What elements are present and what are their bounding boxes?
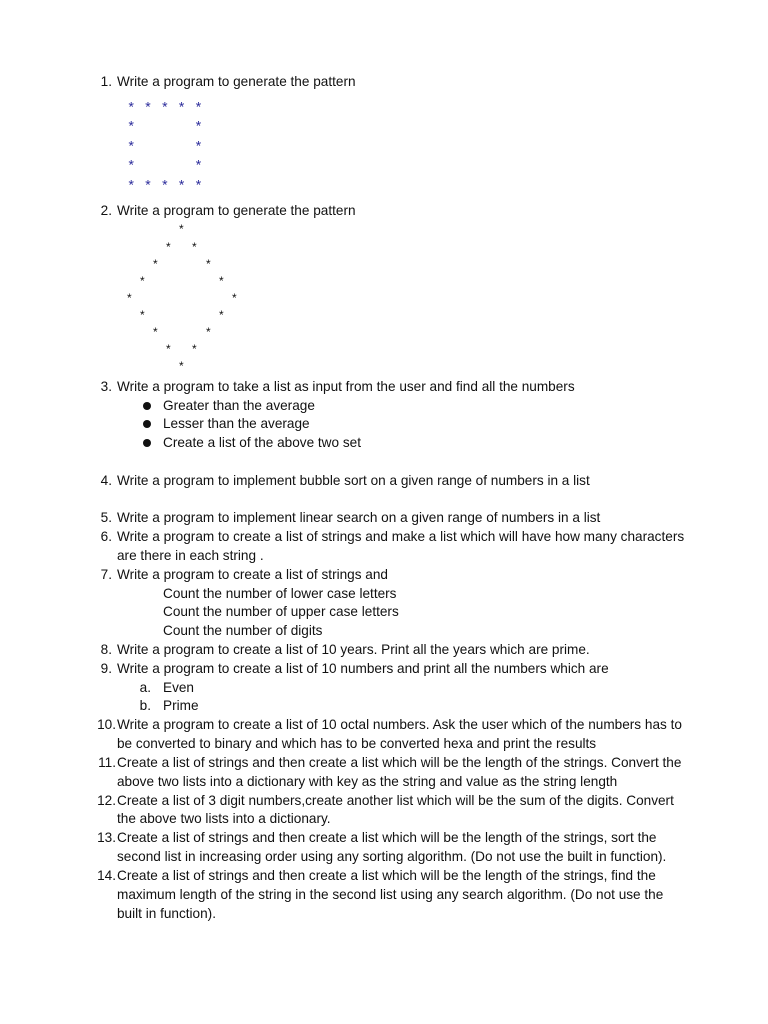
- sub-text: Count the number of lower case letters: [163, 586, 397, 601]
- item-number: 8.: [100, 642, 112, 657]
- square-star-pattern: [127, 100, 203, 197]
- bullet-text: Create a list of the above two set: [163, 435, 361, 450]
- item-text: second list in increasing order using any sorting algorithm. (Do not use the built in function).: [117, 849, 667, 864]
- pattern-star: *: [153, 257, 158, 271]
- item-number: 14.: [97, 868, 116, 883]
- item-text: Write a program to create a list of strings and: [117, 567, 388, 582]
- pattern-star: *: [179, 222, 184, 236]
- alpha-marker: a.: [139, 680, 151, 695]
- pattern-star: *: [140, 274, 145, 288]
- item-number: 9.: [100, 661, 112, 676]
- pattern-star: *: [219, 274, 224, 288]
- item-number: 6.: [100, 529, 112, 544]
- alpha-text: Even: [163, 680, 194, 695]
- pattern-star: *: [192, 240, 197, 254]
- pattern-row: * * * * *: [127, 178, 203, 195]
- item-text: built in function).: [117, 906, 216, 921]
- item-number: 5.: [100, 510, 112, 525]
- item-number: 10.: [97, 717, 116, 732]
- item-text: the above two lists into a dictionary.: [117, 811, 331, 826]
- pattern-star: *: [166, 240, 171, 254]
- pattern-star: *: [179, 359, 184, 373]
- pattern-star: *: [166, 342, 171, 356]
- pattern-star: *: [127, 291, 132, 305]
- item-text: Write a program to implement bubble sort on a given range of numbers in a list: [117, 473, 590, 488]
- pattern-row: * *: [127, 139, 203, 156]
- item-number: 7.: [100, 567, 112, 582]
- bullet-text: Lesser than the average: [163, 416, 310, 431]
- pattern-star: *: [140, 308, 145, 322]
- alpha-marker: b.: [139, 698, 151, 713]
- item-text: Write a program to create a list of 10 numbers and print all the numbers which are: [117, 661, 609, 676]
- sub-text: Count the number of digits: [163, 623, 323, 638]
- pattern-star: *: [206, 325, 211, 339]
- item-number: 13.: [97, 830, 116, 845]
- bullet-text: Greater than the average: [163, 398, 315, 413]
- pattern-row: * *: [127, 120, 203, 137]
- item-number: 11.: [98, 755, 116, 770]
- item-text: Write a program to generate the pattern: [117, 203, 356, 218]
- sub-text: Count the number of upper case letters: [163, 604, 399, 619]
- item-text: Write a program to create a list of 10 octal numbers. Ask the user which of the numbers has to: [117, 717, 682, 732]
- item-number: 4.: [100, 473, 112, 488]
- item-text: Create a list of strings and then create a list which will be the length of the strings. Convert the: [117, 755, 682, 770]
- item-number: 12.: [97, 793, 116, 808]
- pattern-star: *: [219, 308, 224, 322]
- item-text: above two lists into a dictionary with key as the string and value as the string length: [117, 774, 618, 789]
- item-text: Write a program to create a list of strings and make a list which will have how many characters: [117, 529, 685, 544]
- pattern-star: *: [232, 291, 237, 305]
- pattern-row: * * * * *: [127, 101, 203, 117]
- pattern-row: * *: [127, 159, 203, 176]
- item-number: 3.: [100, 379, 112, 394]
- item-text: Write a program to generate the pattern: [117, 74, 356, 89]
- item-number: 2.: [100, 203, 112, 218]
- pattern-star: *: [206, 257, 211, 271]
- item-text: Write a program to implement linear search on a given range of numbers in a list: [117, 510, 601, 525]
- alpha-text: Prime: [163, 698, 199, 713]
- bullet-dot: [143, 439, 151, 447]
- item-number: 1.: [100, 74, 112, 89]
- item-text: Write a program to take a list as input from the user and find all the numbers: [117, 379, 575, 394]
- pattern-star: *: [192, 342, 197, 356]
- item-text: Create a list of strings and then create a list which will be the length of the strings, find the: [117, 868, 656, 883]
- item-text: be converted to binary and which has to be converted hexa and print the results: [117, 736, 597, 751]
- item-text: Write a program to create a list of 10 years. Print all the years which are prime.: [117, 642, 590, 657]
- item-text: maximum length of the string in the second list using any search algorithm. (Do not use the: [117, 887, 664, 902]
- item-text: are there in each string .: [117, 548, 264, 563]
- item-text: Create a list of 3 digit numbers,create another list which will be the sum of the digits. Convert: [117, 793, 674, 808]
- bullet-dot: [143, 420, 151, 428]
- item-text: Create a list of strings and then create a list which will be the length of the strings, sort the: [117, 830, 657, 845]
- bullet-dot: [143, 402, 151, 410]
- pattern-star: *: [153, 325, 158, 339]
